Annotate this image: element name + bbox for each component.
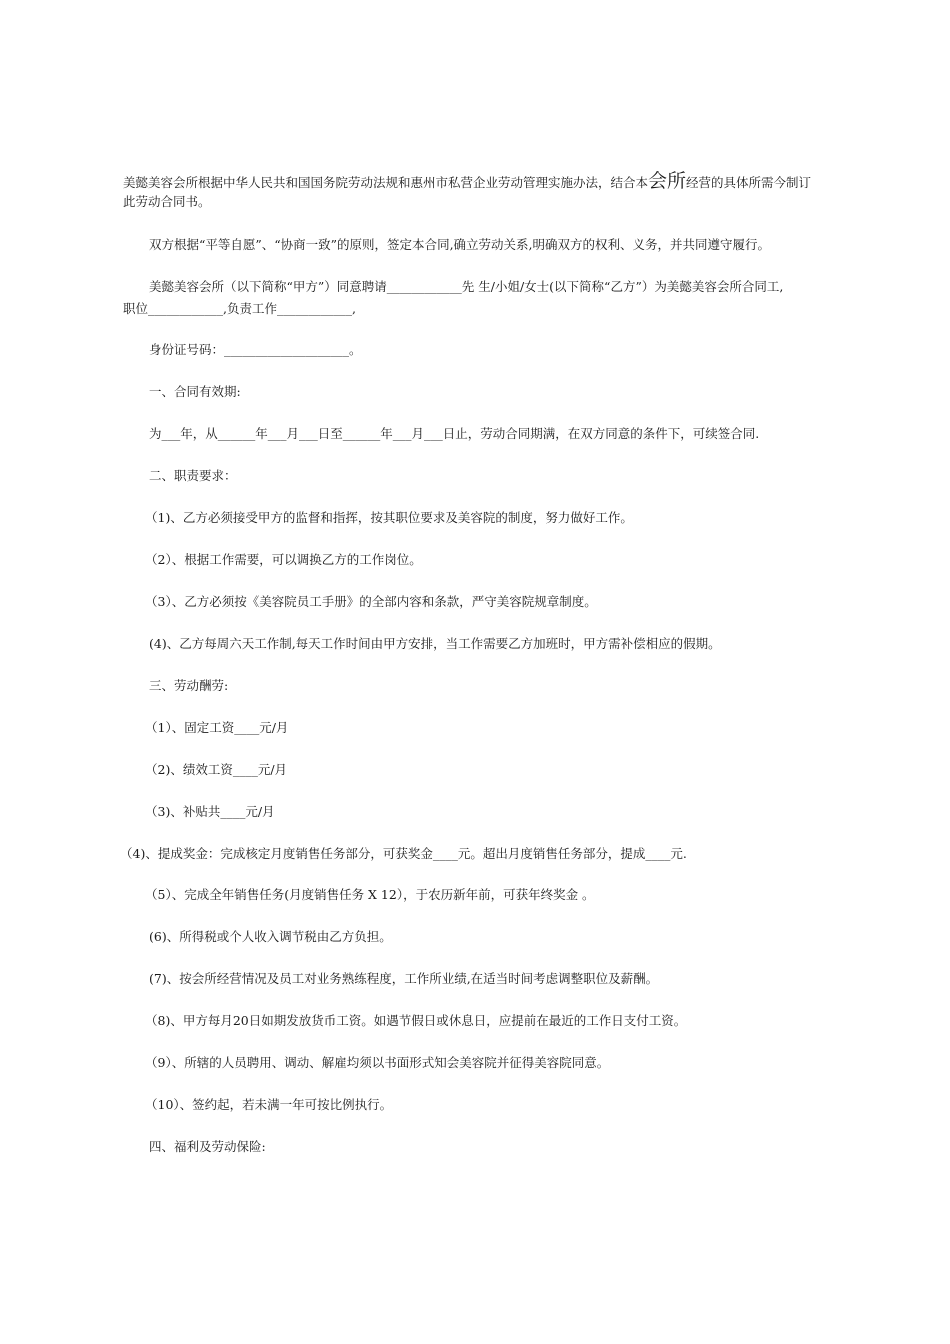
intro-emphasis: 会所 bbox=[648, 170, 687, 192]
section-3-item: （2)、绩效工资____元/月 bbox=[145, 762, 288, 777]
id-number-line: 身份证号码：____________________。 bbox=[149, 342, 362, 357]
section-1-title: 一、合同有效期: bbox=[149, 384, 241, 399]
section-2-item: (4)、乙方每周六天工作制,每天工作时间由甲方安排，当工作需要乙方加班时，甲方需补偿相应的假期。 bbox=[149, 636, 721, 651]
section-3-title: 三、劳动酬劳: bbox=[149, 678, 229, 693]
intro-text-b: 经营的具体所需今制订 bbox=[686, 175, 812, 190]
intro-line-2: 此劳动合同书。 bbox=[123, 194, 211, 209]
hire-line-1: 美懿美容会所（以下简称“甲方”）同意聘请____________先 生/小姐/女士(以下简称“乙方”）为美懿美容会所合同工, bbox=[149, 279, 784, 294]
section-3-item: （3)、补贴共____元/月 bbox=[145, 804, 275, 819]
hire-line-2: 职位____________,负责工作____________, bbox=[123, 301, 356, 316]
section-2-item: （1)、乙方必须接受甲方的监督和指挥，按其职位要求及美容院的制度，努力做好工作。 bbox=[145, 510, 633, 525]
intro-text-a: 美懿美容会所根据中华人民共和国国务院劳动法规和惠州市私营企业劳动管理实施办法，结合本 bbox=[123, 175, 649, 190]
section-1-body: 为___年，从______年___月___日至______年___月___日止，劳动合同期满，在双方同意的条件下，可续签合同. bbox=[149, 426, 760, 441]
section-3-item: (7)、按会所经营情况及员工对业务熟练程度，工作所业绩,在适当时间考虑调整职位及薪酬。 bbox=[149, 971, 659, 986]
section-3-item: （9）、所辖的人员聘用、调动、解雇均须以书面形式知会美容院并征得美容院同意。 bbox=[145, 1055, 610, 1070]
section-3-item: （5）、完成全年销售任务(月度销售任务 X 12），于农历新年前，可获年终奖金 。 bbox=[145, 887, 595, 902]
section-2-item: （3）、乙方必须按《美容院员工手册》的全部内容和条款，严守美容院规章制度。 bbox=[145, 594, 597, 609]
section-4-title: 四、福利及劳动保险: bbox=[149, 1139, 266, 1154]
section-2-item: （2）、根据工作需要，可以调换乙方的工作岗位。 bbox=[145, 552, 422, 567]
section-3-item: （10）、签约起，若未满一年可按比例执行。 bbox=[145, 1097, 393, 1112]
section-3-item: （1）、固定工资____元/月 bbox=[145, 720, 289, 735]
intro-line-1 bbox=[123, 172, 811, 192]
section-3-item: （8)、甲方每月20日如期发放货币工资。如遇节假日或休息日，应提前在最近的工作日支付工资。 bbox=[145, 1013, 687, 1028]
section-3-item: (6)、所得税或个人收入调节税由乙方负担。 bbox=[149, 929, 392, 944]
section-3-item: （4)、提成奖金：完成核定月度销售任务部分，可获奖金____元。超出月度销售任务部分，提成____元. bbox=[120, 846, 687, 861]
section-2-title: 二、职责要求： bbox=[149, 468, 237, 483]
principle-paragraph: 双方根据“平等自愿”、“协商一致”的原则，签定本合同,确立劳动关系,明确双方的权利、义务，并共同遵守履行。 bbox=[149, 237, 771, 252]
